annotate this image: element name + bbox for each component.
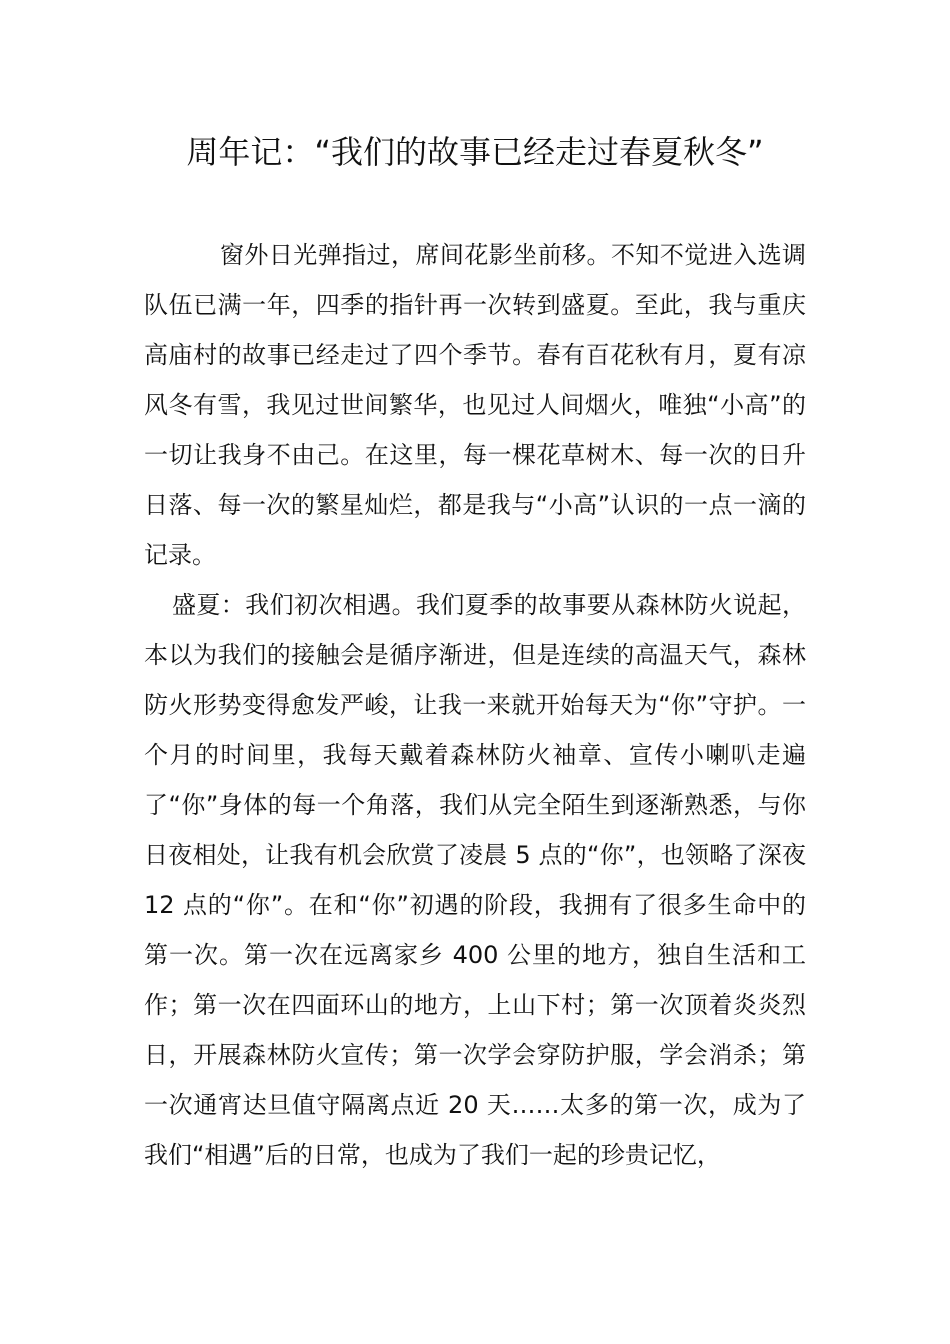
document-body (144, 230, 806, 1180)
paragraph-summer: 盛夏：我们初次相遇。我们夏季的故事要从森林防火说起，本以为我们的接触会是循序渐进，但是连续的高温天气，森林防火形势变得愈发严峻，让我一来就开始每天为“你”守护。一个月的时间里，我每天戴着森林防火袖章、宣传小喇叭走遍了“你”身体的每一个角落，我们从完全陌生到逐渐熟悉，与你日夜相处，让我有机会欣赏了凌晨 5 点的“你”，也领略了深夜 12 点的“你”。在和“你”初遇的阶段，我拥有了很多生命中的第一次。第一次在远离家乡 400 公里的地方，独自生活和工作；第一次在四面环山的地方，上山下村；第一次顶着炎炎烈日，开展森林防火宣传；第一次学会穿防护服，学会消杀；第一次通宵达旦值守隔离点近 20 天……太多的第一次，成为了我们“相遇”后的日常，也成为了我们一起的珍贵记忆， (144, 591, 806, 1169)
document-title: 周年记：“我们的故事已经走过春夏秋冬” (186, 133, 764, 171)
paragraph-intro: 窗外日光弹指过，席间花影坐前移。不知不觉进入选调队伍已满一年，四季的指针再一次转到盛夏。至此，我与重庆高庙村的故事已经走过了四个季节。春有百花秋有月，夏有凉风冬有雪，我见过世间繁华，也见过人间烟火，唯独“小高”的一切让我身不由己。在这里，每一棵花草树木、每一次的日升日落、每一次的繁星灿烂，都是我与“小高”认识的一点一滴的记录。 (144, 241, 806, 569)
